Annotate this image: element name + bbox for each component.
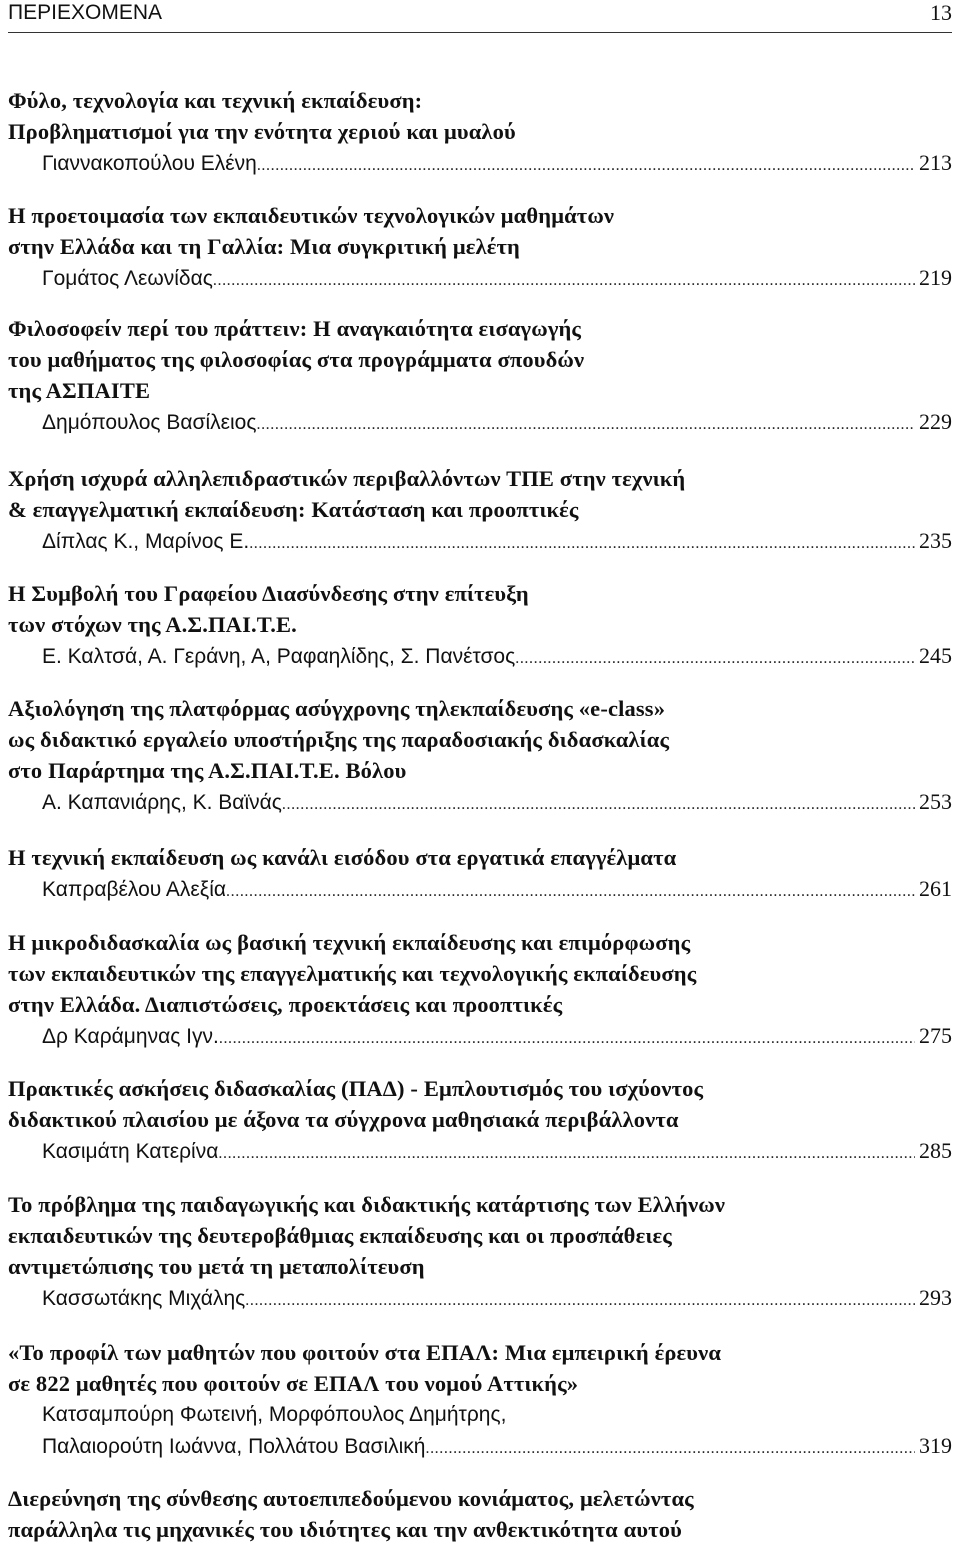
entry-author: Γομάτος Λεωνίδας	[42, 267, 213, 290]
dot-leader	[282, 789, 915, 820]
entry-author: Ε. Καλτσά, Α. Γεράνη, Α, Ραφαηλίδης, Σ. Πανέτσος	[42, 645, 516, 668]
entry-page-number: 261	[919, 876, 952, 901]
toc-entry[interactable]	[8, 200, 952, 296]
entry-page-number: 213	[919, 150, 952, 175]
toc-entry[interactable]	[8, 842, 952, 907]
dot-leader	[249, 528, 915, 559]
entry-author-page-line	[8, 640, 952, 674]
entry-title-line: Η προετοιμασία των εκπαιδευτικών τεχνολογικών μαθημάτων	[8, 203, 615, 228]
entry-author: Α. Καπανιάρης, Κ. Βαϊνάς	[42, 791, 282, 814]
dot-leader	[219, 1023, 915, 1054]
toc-entry[interactable]	[8, 693, 952, 820]
entry-page-number: 293	[919, 1285, 952, 1310]
dot-leader	[515, 643, 915, 674]
entry-title-line: στην Ελλάδα. Διαπιστώσεις, προεκτάσεις και προοπτικές	[8, 992, 563, 1017]
entry-page-number: 253	[919, 789, 952, 814]
dot-leader	[218, 1138, 915, 1169]
entry-author-page-line	[8, 786, 952, 820]
entry-page-number: 219	[919, 265, 952, 290]
entry-page-number: 319	[919, 1433, 952, 1458]
entry-author-page-line	[8, 406, 952, 440]
entry-author: Κασσωτάκης Μιχάλης	[42, 1287, 246, 1310]
entry-title-line: των στόχων της Α.Σ.ΠΑΙ.Τ.Ε.	[8, 612, 297, 637]
entry-author-page-line	[8, 1430, 952, 1464]
entry-page-number: 285	[919, 1138, 952, 1163]
entry-author: Δημόπουλος Βασίλειος	[42, 411, 257, 434]
entry-title-line: Διερεύνηση της σύνθεσης αυτοεπιπεδούμενου κονιάματος, μελετώντας	[8, 1486, 694, 1511]
dot-leader	[213, 265, 915, 296]
dot-leader	[425, 1433, 915, 1464]
entry-title-line: εκπαιδευτικών της δευτεροβάθμιας εκπαίδευσης και οι προσπάθειες	[8, 1223, 672, 1248]
toc-entry[interactable]	[8, 313, 952, 440]
entry-author-page-line	[8, 147, 952, 181]
toc-entry[interactable]	[8, 927, 952, 1054]
toc-entry[interactable]	[8, 1483, 952, 1545]
header-page-number: 13	[930, 0, 952, 25]
entry-title-line: Η τεχνική εκπαίδευση ως κανάλι εισόδου στα εργατικά επαγγέλματα	[8, 845, 677, 870]
entry-title-line: Φύλο, τεχνολογία και τεχνική εκπαίδευση:	[8, 88, 423, 113]
entry-title-line: των εκπαιδευτικών της επαγγελματικής και τεχνολογικής εκπαίδευσης	[8, 961, 697, 986]
entry-author: Κασιμάτη Κατερίνα	[42, 1140, 219, 1163]
toc-entry[interactable]	[8, 578, 952, 674]
entry-author: Δίπλας Κ., Μαρίνος Ε.	[42, 530, 250, 553]
entry-author-page-line	[8, 262, 952, 296]
entry-title-line: Φιλοσοφείν περί του πράττειν: Η αναγκαιότητα εισαγωγής	[8, 316, 582, 341]
entry-title-line: διδακτικού πλαισίου με άξονα τα σύγχρονα μαθησιακά περιβάλλοντα	[8, 1107, 679, 1132]
entry-title-line: παράλληλα τις μηχανικές του ιδιότητες και την ανθεκτικότητα αυτού	[8, 1517, 682, 1542]
toc-entry[interactable]	[8, 1073, 952, 1169]
toc-entry[interactable]	[8, 1189, 952, 1316]
entry-title-line: «Το προφίλ των μαθητών που φοιτούν στα ΕΠΑΛ: Μια εμπειρική έρευνα	[8, 1340, 722, 1365]
entry-title-line: Το πρόβλημα της παιδαγωγικής και διδακτικής κατάρτισης των Ελλήνων	[8, 1192, 726, 1217]
dot-leader	[256, 409, 915, 440]
dot-leader	[245, 1285, 915, 1316]
entry-author-page-line	[8, 873, 952, 907]
entry-title-line: Η Συμβολή του Γραφείου Διασύνδεσης στην επίτευξη	[8, 581, 529, 606]
entry-author: Γιαννακοπούλου Ελένη	[42, 152, 257, 175]
entry-title-line: του μαθήματος της φιλοσοφίας στα προγράμματα σπουδών	[8, 347, 585, 372]
header-title: ΠΕΡΙΕΧΟΜΕΝΑ	[8, 1, 163, 24]
dot-leader	[257, 150, 915, 181]
entry-author: Καπραβέλου Αλεξία	[42, 878, 227, 901]
entry-author-page-line	[8, 1020, 952, 1054]
entry-title-line: Προβληματισμοί για την ενότητα χεριού και μυαλού	[8, 119, 516, 144]
toc-entry[interactable]	[8, 463, 952, 559]
entry-page-number: 235	[919, 528, 952, 553]
entry-author-page-line	[8, 525, 952, 559]
dot-leader	[226, 876, 915, 907]
entry-title-line: Χρήση ισχυρά αλληλεπιδραστικών περιβαλλόντων ΤΠΕ στην τεχνική	[8, 466, 686, 491]
entry-author-page-line	[8, 1135, 952, 1169]
entry-author-page-line	[8, 1282, 952, 1316]
entry-title-line: στο Παράρτημα της Α.Σ.ΠΑΙ.Τ.Ε. Βόλου	[8, 758, 407, 783]
running-header	[8, 0, 952, 30]
entry-title-line: Πρακτικές ασκήσεις διδασκαλίας (ΠΑΔ) - Εμπλουτισμός του ισχύοντος	[8, 1076, 704, 1101]
entry-author-line: Κατσαμπούρη Φωτεινή, Μορφόπουλος Δημήτρης,	[42, 1403, 507, 1426]
entry-author: Παλαιορούτη Ιωάννα, Πολλάτου Βασιλική	[42, 1435, 426, 1458]
entry-title-line: σε 822 μαθητές που φοιτούν σε ΕΠΑΛ του νομού Αττικής»	[8, 1371, 579, 1396]
entry-page-number: 275	[919, 1023, 952, 1048]
entry-page-number: 229	[919, 409, 952, 434]
entry-title-line: & επαγγελματική εκπαίδευση: Κατάσταση και προοπτικές	[8, 497, 579, 522]
entry-title-line: στην Ελλάδα και τη Γαλλία: Μια συγκριτική μελέτη	[8, 234, 520, 259]
entry-title-line: ως διδακτικό εργαλείο υποστήριξης της παραδοσιακής διδασκαλίας	[8, 727, 670, 752]
entry-author: Δρ Καράμηνας Ιγν.	[42, 1025, 219, 1048]
toc-entry[interactable]	[8, 1337, 952, 1464]
entry-title-line: της ΑΣΠΑΙΤΕ	[8, 378, 151, 403]
entry-title-line: Αξιολόγηση της πλατφόρμας ασύγχρονης τηλεκπαίδευσης «e-class»	[8, 696, 666, 721]
entry-title-line: Η μικροδιδασκαλία ως βασική τεχνική εκπαίδευσης και επιμόρφωσης	[8, 930, 691, 955]
header-divider	[8, 32, 952, 33]
entry-page-number: 245	[919, 643, 952, 668]
toc-entry[interactable]	[8, 85, 952, 181]
entry-title-line: αντιμετώπισης του μετά τη μεταπολίτευση	[8, 1254, 425, 1279]
